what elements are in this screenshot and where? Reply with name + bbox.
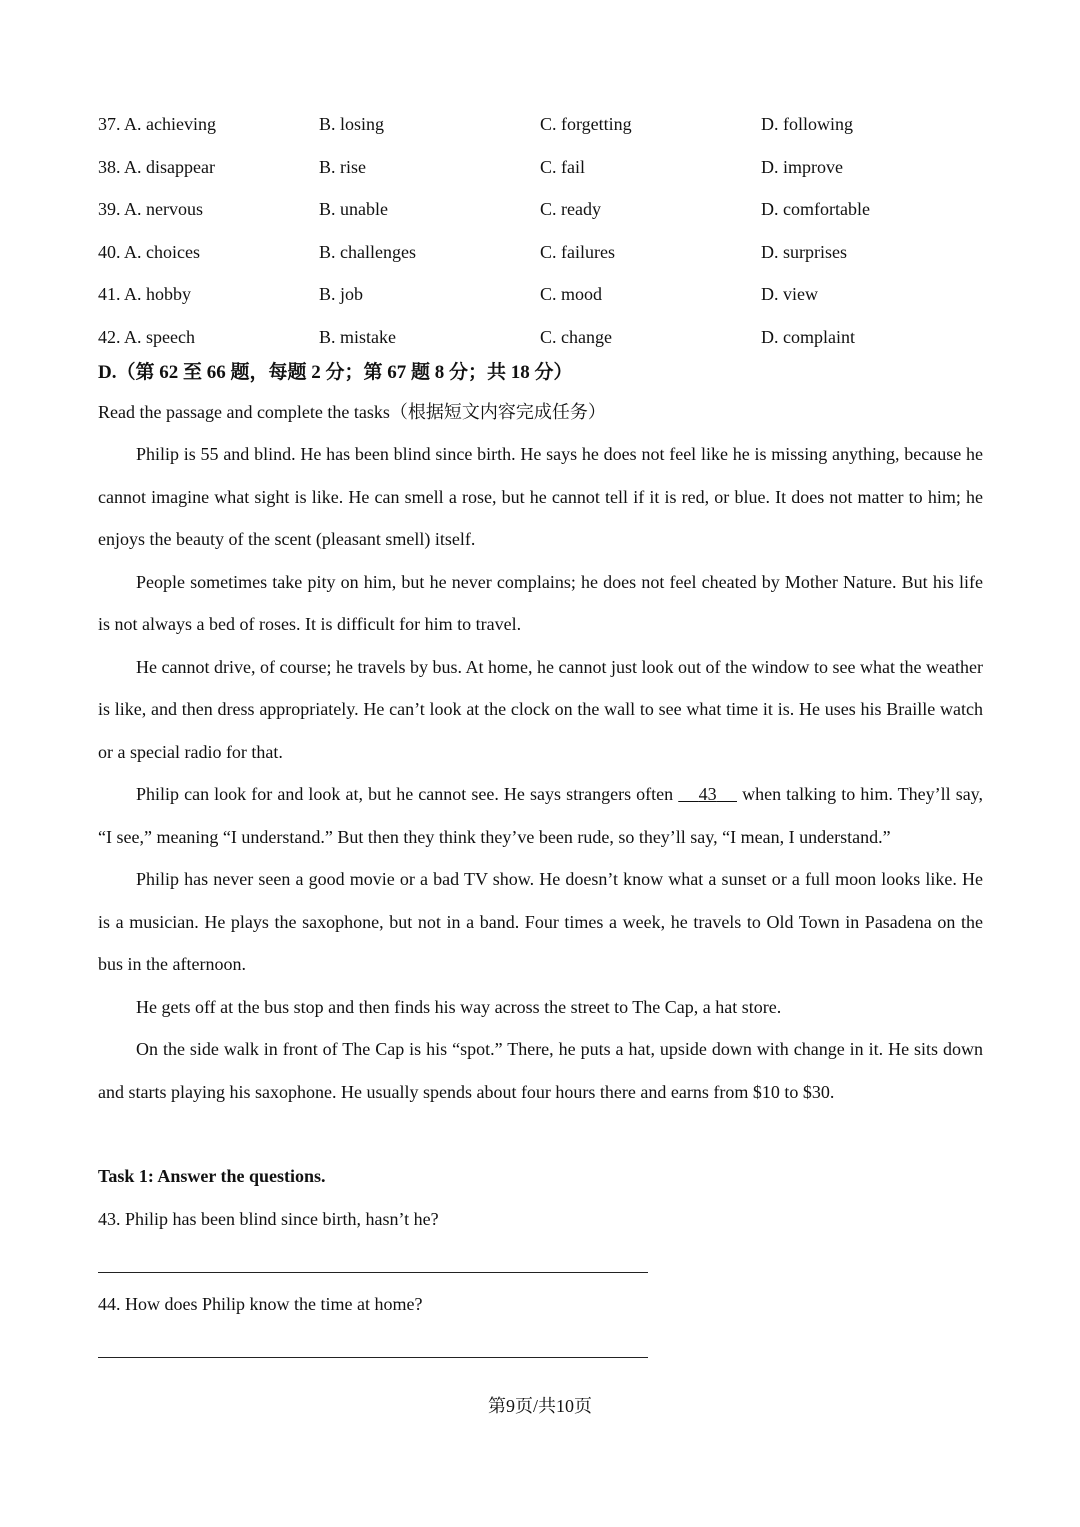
blank-43	[678, 784, 737, 804]
option-42-d: D. complaint	[761, 326, 855, 347]
option-41-d: D. view	[761, 284, 818, 304]
option-row-40	[98, 232, 983, 275]
option-41-c: C. mood	[540, 284, 603, 304]
question-44: 44. How does Philip know the time at home?	[98, 1294, 423, 1314]
option-38-c: C. fail	[540, 156, 585, 177]
option-40-c: C. failures	[540, 241, 615, 262]
option-38-b: B. rise	[319, 156, 366, 177]
option-40-a: 40. A. choices	[98, 241, 200, 262]
option-40-d: D. surprises	[761, 241, 847, 262]
option-38-d: D. improve	[761, 156, 843, 177]
section-d-instruction: Read the passage and complete the tasks（根据短文内容完成任务）	[98, 402, 606, 422]
passage-paragraph-3: He cannot drive, of course; he travels by bus. At home, he cannot just look out of the window to see what the weather is like, and then dress appropriately. He can’t look at the clock on the wall to see what time it is. He uses his Braille watch or a special radio for that.	[98, 656, 983, 762]
section-d-heading: D.（第 62 至 66 题，每题 2 分；第 67 题 8 分；共 18 分）	[98, 362, 573, 383]
option-39-d: D. comfortable	[761, 199, 870, 219]
option-38-a: 38. A. disappear	[98, 156, 215, 177]
option-42-b: B. mistake	[319, 326, 396, 347]
paragraph-4-text-after: when talking to him. They’ll say, “I see,” meaning “I understand.” But then they think they’ve been rude, so they’ll say, “I mean, I understand.”	[98, 784, 984, 847]
option-37-c: C. forgetting	[540, 114, 632, 134]
page-number: 第9页/共10页	[487, 1396, 592, 1416]
options-table	[98, 104, 983, 359]
option-41-a: 41. A. hobby	[98, 284, 192, 304]
option-37-d: D. following	[761, 114, 853, 134]
blank-43-number: 43	[698, 784, 717, 804]
option-40-b: B. challenges	[319, 241, 416, 262]
answer-line-44[interactable]	[98, 1357, 648, 1358]
passage-paragraph-1: Philip is 55 and blind. He has been blind since birth. He says he does not feel like he is missing anything, because he cannot imagine what sight is like. He can smell a rose, but he cannot tell if it is red, or blue. It does not matter to him; he enjoys the beauty of the scent (pleasant smell) itself.	[98, 444, 983, 549]
passage-paragraph-2: People sometimes take pity on him, but he never complains; he does not feel cheated by Mother Nature. But his life is not always a bed of roses. It is difficult for him to travel.	[98, 571, 983, 634]
option-37-b: B. losing	[319, 114, 385, 134]
option-41-b: B. job	[319, 284, 364, 304]
option-42-c: C. change	[540, 326, 612, 347]
option-39-b: B. unable	[319, 199, 388, 219]
question-43: 43. Philip has been blind since birth, hasn’t he?	[98, 1209, 439, 1229]
option-row-41	[98, 274, 983, 317]
passage-paragraph-7: On the side walk in front of The Cap is his “spot.” There, he puts a hat, upside down with change in it. He sits down and starts playing his saxophone. He usually spends about four hours there and earns from $10 to $30.	[98, 1039, 983, 1102]
option-row-39	[98, 189, 983, 232]
option-row-38	[98, 147, 983, 190]
option-39-c: C. ready	[540, 199, 601, 219]
answer-line-43[interactable]	[98, 1272, 648, 1273]
option-39-a: 39. A. nervous	[98, 199, 203, 219]
paragraph-4-text-before: Philip can look for and look at, but he cannot see. He says strangers often	[136, 784, 679, 804]
option-row-37	[98, 104, 983, 147]
option-42-a: 42. A. speech	[98, 326, 195, 347]
task-1-heading: Task 1: Answer the questions.	[98, 1166, 326, 1186]
passage-paragraph-6: He gets off at the bus stop and then finds his way across the street to The Cap, a hat store.	[136, 996, 782, 1017]
option-row-42	[98, 317, 983, 360]
reading-passage	[98, 433, 983, 1113]
option-37-a: 37. A. achieving	[98, 114, 216, 134]
passage-paragraph-5: Philip has never seen a good movie or a bad TV show. He doesn’t know what a sunset or a full moon looks like. He is a musician. He plays the saxophone, but not in a band. Four times a week, he travels to Old Town in Pasadena on the bus in the afternoon.	[98, 869, 983, 974]
passage-paragraph-4	[98, 773, 983, 858]
